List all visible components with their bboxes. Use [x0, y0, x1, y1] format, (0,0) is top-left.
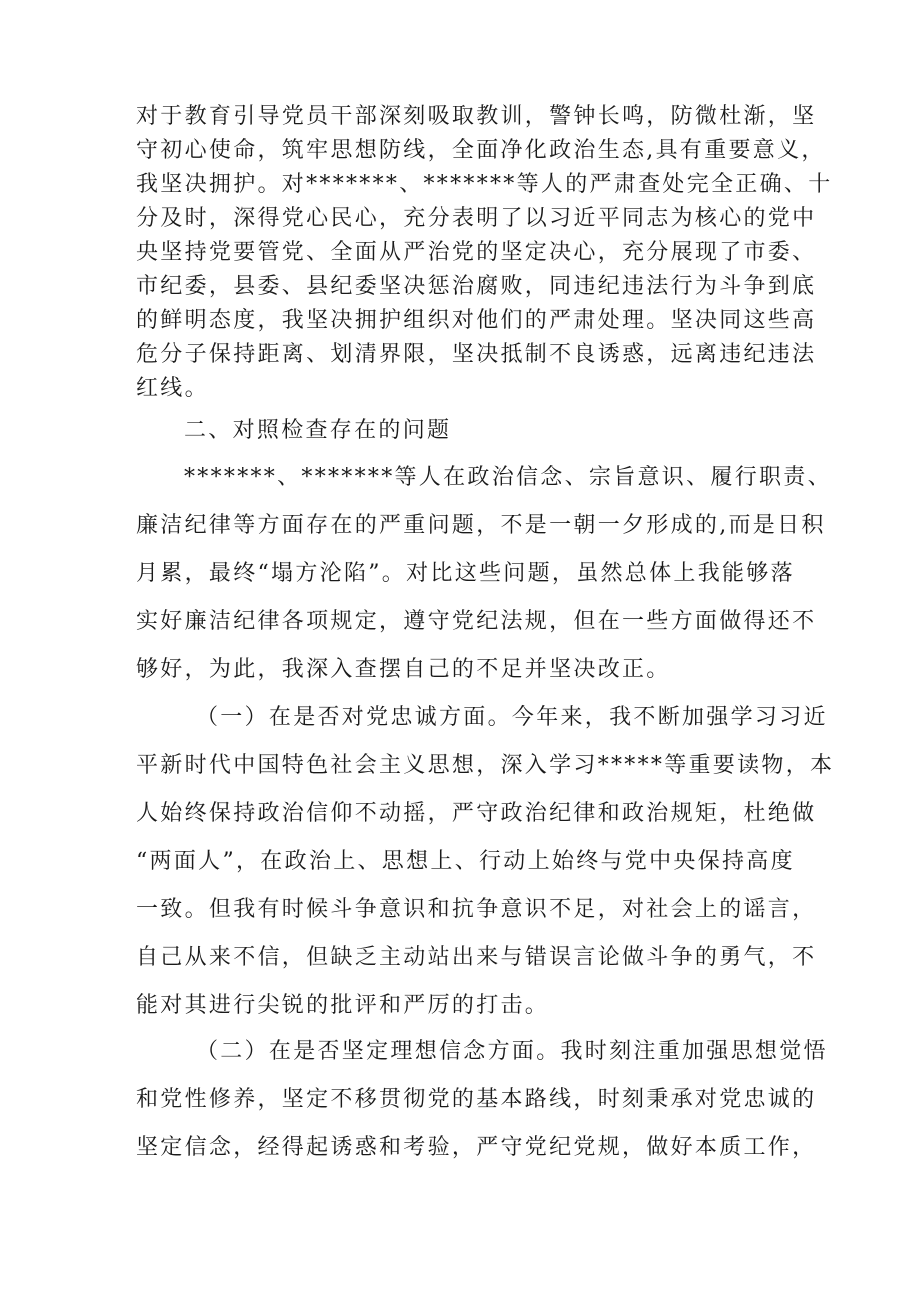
text-line: 自己从来不信，但缺乏主动站出来与错误言论做斗争的勇气，不	[136, 945, 817, 970]
text-line: 够好，为此，我深入查摆自己的不足并坚决改正。	[136, 657, 671, 682]
text-line: 实好廉洁纪律各项规定，遵守党纪法规，但在一些方面做得还不	[136, 609, 817, 634]
text-line: 危分子保持距离、划清界限，坚决抵制不良诱惑，远离违纪违法	[136, 342, 817, 367]
text-line: “两面人”，在政治上、思想上、行动上始终与党中央保持高度	[136, 849, 795, 874]
text-line: （一）在是否对党忠诚方面。今年来，我不断加强学习习近	[196, 705, 828, 730]
text-line: （二）在是否坚定理想信念方面。我时刻注重加强思想觉悟	[196, 1039, 828, 1064]
text-line: 我坚决拥护。对*******、*******等人的严肃查处完全正确、十	[136, 172, 833, 197]
text-line: 平新时代中国特色社会主义思想，深入学习*****等重要读物，本	[136, 753, 835, 778]
text-line: 央坚持党要管党、全面从严治党的坚定决心，充分展现了市委、	[136, 240, 817, 265]
text-line: 月累，最终“塌方沦陷”。对比这些问题，虽然总体上我能够落	[136, 561, 795, 586]
text-line: 一致。但我有时候斗争意识和抗争意识不足，对社会上的谣言，	[136, 897, 817, 922]
section-heading: 二、对照检查存在的问题	[184, 418, 452, 443]
text-line: 人始终保持政治信仰不动摇，严守政治纪律和政治规矩，杜绝做	[136, 801, 817, 826]
text-line: *******、*******等人在政治信念、宗旨意识、履行职责、	[184, 465, 832, 490]
text-line: 能对其进行尖锐的批评和严厉的打击。	[136, 993, 550, 1018]
text-line: 对于教育引导党员干部深刻吸取教训，警钟长鸣，防微杜渐，坚	[136, 104, 817, 129]
text-line: 红线。	[136, 376, 209, 401]
text-line: 的鲜明态度，我坚决拥护组织对他们的严肃处理。坚决同这些高	[136, 308, 817, 333]
text-line: 守初心使命，筑牢思想防线，全面净化政治生态,具有重要意义，	[136, 138, 826, 163]
text-line: 分及时，深得党心民心，充分表明了以习近平同志为核心的党中	[136, 206, 817, 231]
text-line: 和党性修养，坚定不移贯彻党的基本路线，时刻秉承对党忠诚的	[136, 1087, 817, 1112]
text-line: 坚定信念，经得起诱惑和考验，严守党纪党规，做好本质工作，	[136, 1135, 817, 1160]
text-line: 廉洁纪律等方面存在的严重问题，不是一朝一夕形成的,而是日积	[136, 513, 826, 538]
text-line: 市纪委，县委、县纪委坚决惩治腐败，同违纪违法行为斗争到底	[136, 274, 817, 299]
